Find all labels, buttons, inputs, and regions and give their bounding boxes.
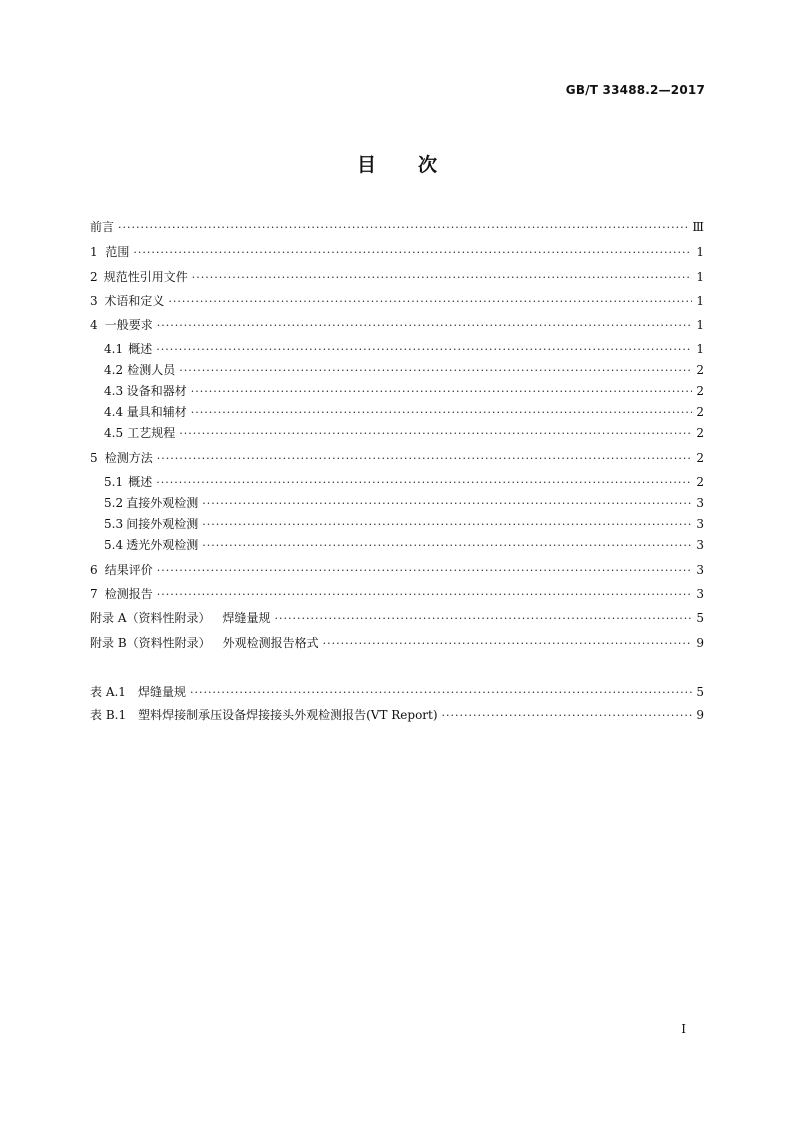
- toc-entry-5-2[interactable]: [90, 494, 704, 510]
- toc-entry-5-4[interactable]: [90, 536, 704, 552]
- toc-entry-label: 透光外观检测: [126, 538, 199, 552]
- leader-dots: [156, 476, 692, 489]
- toc-entry-label: 前言: [90, 220, 115, 234]
- toc-entry-number: 2: [90, 270, 98, 284]
- toc-entry-appendix-b[interactable]: [90, 634, 704, 650]
- toc-entry-appendix-a[interactable]: [90, 609, 704, 625]
- toc-entry-number: 4: [90, 318, 98, 332]
- toc-entry-page: 1: [696, 342, 704, 356]
- leader-dots: [202, 539, 692, 552]
- toc-entry-7[interactable]: [90, 585, 704, 601]
- toc-entry-label: 概述: [128, 342, 153, 356]
- toc-entry-4[interactable]: [90, 316, 704, 332]
- toc-entry-page: 3: [696, 563, 704, 577]
- toc-entry-number: 附录 B（资料性附录）: [90, 636, 211, 650]
- toc-entry-5[interactable]: [90, 449, 704, 465]
- toc-entry-number: 6: [90, 563, 98, 577]
- toc-entry-label: 规范性引用文件: [103, 270, 188, 284]
- toc-entry-label: 检测报告: [104, 587, 153, 601]
- toc-entry-page: 2: [696, 451, 704, 465]
- leader-dots: [442, 709, 692, 722]
- page-title: [0, 150, 794, 177]
- table-list-entry-a1[interactable]: [90, 683, 704, 699]
- leader-dots: [157, 564, 692, 577]
- toc-entry-number: 5.3: [104, 517, 124, 531]
- table-label: 塑料焊接制承压设备焊接接头外观检测报告(VT Report): [138, 708, 438, 722]
- toc-entry-label: 直接外观检测: [126, 496, 199, 510]
- toc-entry-page: 2: [696, 363, 704, 377]
- toc-entry-1[interactable]: [90, 243, 704, 259]
- toc-entry-6[interactable]: [90, 561, 704, 577]
- toc-entry-label: 概述: [128, 475, 153, 489]
- toc-entry-label: 结果评价: [104, 563, 153, 577]
- toc-entry-3[interactable]: [90, 292, 704, 308]
- toc-entry-4-2[interactable]: [90, 361, 704, 377]
- toc-entry-page: 2: [696, 405, 704, 419]
- leader-dots: [179, 427, 692, 440]
- toc-entry-number: 7: [90, 587, 98, 601]
- toc-entry-number: 5.4: [104, 538, 124, 552]
- leader-dots: [157, 319, 692, 332]
- toc-entry-page: 1: [696, 294, 704, 308]
- toc-entry-number: 3: [90, 294, 98, 308]
- leader-dots: [133, 246, 692, 259]
- toc-entry-number: 1: [90, 245, 98, 259]
- toc-entry-number: 4.5: [104, 426, 124, 440]
- toc-entry-page: 3: [696, 538, 704, 552]
- toc-entry-page: 2: [696, 426, 704, 440]
- table-number: 表 A.1: [90, 685, 126, 699]
- toc-entry-number: 4.2: [104, 363, 124, 377]
- leader-dots: [157, 452, 692, 465]
- toc-entry-label: 检测人员: [127, 363, 176, 377]
- toc-entry-label: 一般要求: [104, 318, 153, 332]
- leader-dots: [202, 518, 692, 531]
- leader-dots: [191, 406, 692, 419]
- table-list-entry-b1[interactable]: [90, 706, 704, 722]
- toc-entry-page: 9: [696, 636, 704, 650]
- toc-entry-page: 5: [696, 611, 704, 625]
- toc-entry-2[interactable]: [90, 268, 704, 284]
- table-page: 9: [696, 708, 704, 722]
- toc-entry-label: 工艺规程: [127, 426, 176, 440]
- title-char-1: 目: [356, 154, 376, 176]
- toc-entry-page: Ⅲ: [692, 220, 704, 234]
- leader-dots: [157, 588, 692, 601]
- leader-dots: [202, 497, 692, 510]
- leader-dots: [192, 271, 692, 284]
- toc-entry-number: 4.1: [104, 342, 124, 356]
- toc-entry-foreword[interactable]: [90, 218, 704, 234]
- toc-entry-page: 2: [696, 475, 704, 489]
- toc-entry-5-1[interactable]: [90, 473, 704, 489]
- leader-dots: [191, 385, 692, 398]
- toc-entry-label: 范围: [105, 245, 130, 259]
- toc-entry-label: 设备和器材: [126, 384, 187, 398]
- toc-entry-number: 4.3: [104, 384, 124, 398]
- toc-entry-4-5[interactable]: [90, 424, 704, 440]
- toc-entry-page: 3: [696, 587, 704, 601]
- toc-entry-number: 5.1: [104, 475, 124, 489]
- toc-entry-5-3[interactable]: [90, 515, 704, 531]
- toc-entry-label: 检测方法: [104, 451, 153, 465]
- table-label: 焊缝量规: [137, 685, 186, 699]
- toc-entry-label: 外观检测报告格式: [222, 636, 319, 650]
- toc-entry-page: 2: [696, 384, 704, 398]
- toc-entry-page: 1: [696, 270, 704, 284]
- title-char-2: 次: [418, 154, 438, 176]
- toc-entry-number: 5: [90, 451, 98, 465]
- toc-entry-4-3[interactable]: [90, 382, 704, 398]
- toc-entry-4-1[interactable]: [90, 340, 704, 356]
- page-number: I: [681, 1022, 686, 1036]
- toc-entry-page: 3: [696, 517, 704, 531]
- leader-dots: [275, 612, 693, 625]
- toc-entry-page: 3: [696, 496, 704, 510]
- table-page: 5: [696, 685, 704, 699]
- leader-dots: [190, 686, 692, 699]
- toc-entry-number: 4.4: [104, 405, 124, 419]
- toc-entry-4-4[interactable]: [90, 403, 704, 419]
- toc-entry-label: 术语和定义: [104, 294, 165, 308]
- toc-entry-number: 附录 A（资料性附录）: [90, 611, 211, 625]
- leader-dots: [156, 343, 692, 356]
- toc-entry-label: 焊缝量规: [222, 611, 271, 625]
- standard-number: GB/T 33488.2—2017: [565, 83, 705, 97]
- toc-entry-page: 1: [696, 318, 704, 332]
- toc-entry-number: 5.2: [104, 496, 124, 510]
- leader-dots: [118, 221, 688, 234]
- leader-dots: [179, 364, 692, 377]
- toc-entry-label: 间接外观检测: [126, 517, 199, 531]
- leader-dots: [323, 637, 692, 650]
- table-number: 表 B.1: [90, 708, 127, 722]
- leader-dots: [168, 295, 692, 308]
- toc-entry-page: 1: [696, 245, 704, 259]
- toc-entry-label: 量具和辅材: [126, 405, 187, 419]
